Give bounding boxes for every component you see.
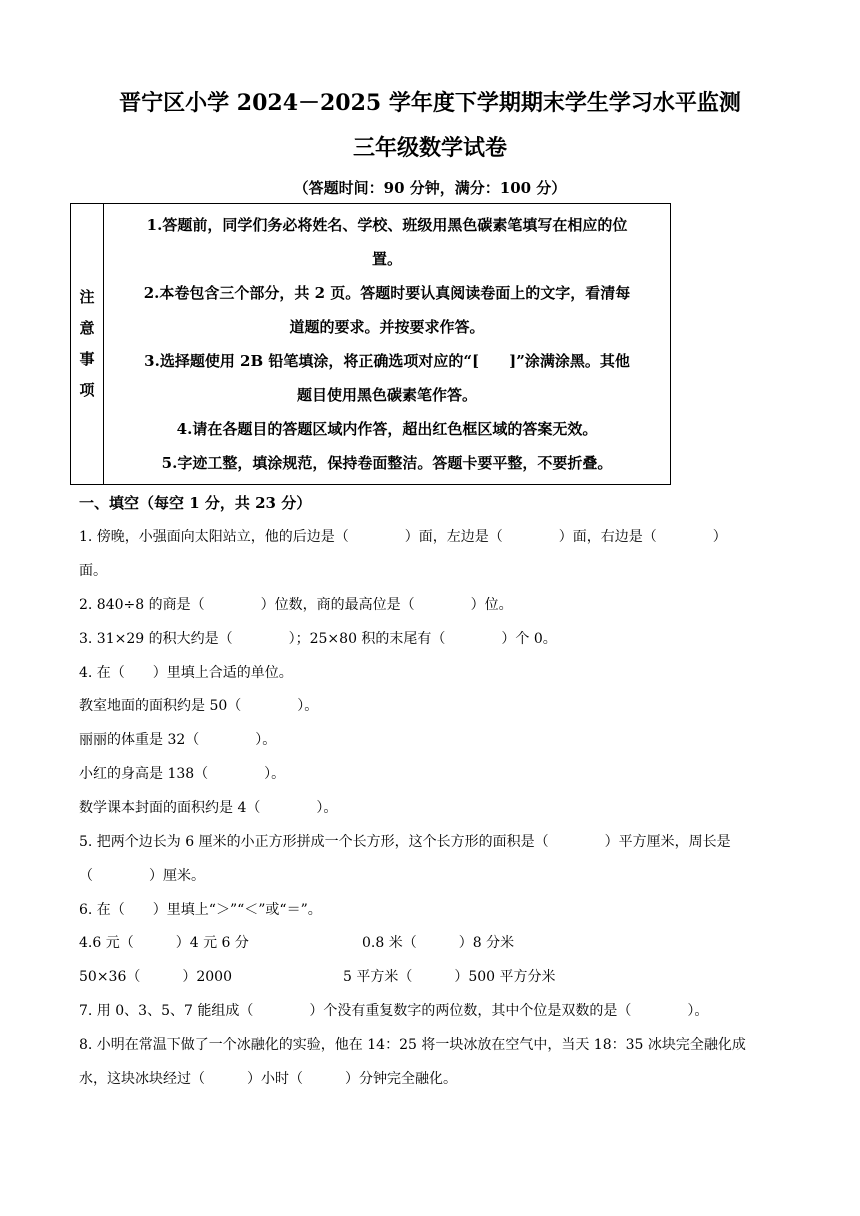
- notice-line: 4.请在各题目的答题区域内作答，超出红色框区域的答案无效。: [176, 420, 598, 438]
- notice-side-char: 事: [79, 350, 95, 368]
- question-line: 教室地面的面积约是 50（ ）。: [79, 698, 319, 714]
- notice-line: 道题的要求。并按要求作答。: [289, 318, 485, 336]
- question-line: 0.8 米（ ）8 分米: [362, 935, 515, 951]
- notice-line: 3.选择题使用 2B 铅笔填涂，将正确选项对应的“[ ]”涂满涂黑。其他: [144, 352, 630, 370]
- question-line: 7. 用 0、3、5、7 能组成（ ）个没有重复数字的两位数，其中个位是双数的是（ ）。: [79, 1003, 709, 1019]
- question-line: 6. 在（ ）里填上“＞”“＜”或“＝”。: [79, 902, 322, 918]
- question-line: 数学课本封面的面积约是 4（ ）。: [79, 800, 338, 816]
- notice-side-char: 项: [79, 381, 95, 399]
- question-line: 水，这块冰块经过（ ）小时（ ）分钟完全融化。: [79, 1071, 457, 1087]
- notice-side-char: 意: [79, 319, 95, 337]
- question-line: 8. 小明在常温下做了一个冰融化的实验，他在 14：25 将一块冰放在空气中，当天 18：35 冰块完全融化成: [79, 1037, 746, 1053]
- question-line: 4.6 元（ ）4 元 6 分: [79, 935, 249, 951]
- notice-line: 2.本卷包含三个部分，共 2 页。答题时要认真阅读卷面上的文字，看清每: [143, 284, 631, 302]
- notice-box: [70, 203, 671, 485]
- notice-line: 置。: [371, 250, 402, 268]
- notice-content: [104, 204, 671, 485]
- question-line: 丽丽的体重是 32（ ）。: [79, 732, 277, 748]
- exam-time-info: （答题时间：90 分钟，满分：100 分）: [293, 179, 567, 197]
- question-line: 1. 傍晚，小强面向太阳站立，他的后边是（ ）面，左边是（ ）面，右边是（ ）: [79, 529, 727, 545]
- question-line: 4. 在（ ）里填上合适的单位。: [79, 665, 293, 681]
- notice-line: 5.字迹工整，填涂规范，保持卷面整洁。答题卡要平整，不要折叠。: [161, 454, 613, 472]
- section-heading: 一、填空（每空 1 分，共 23 分）: [79, 494, 312, 512]
- question-line: 5 平方米（ ）500 平方分米: [343, 969, 556, 985]
- exam-title: 晋宁区小学 2024－2025 学年度下学期期末学生学习水平监测: [119, 90, 741, 116]
- question-line: 小红的身高是 138（ ）。: [79, 766, 286, 782]
- question-line: 5. 把两个边长为 6 厘米的小正方形拼成一个长方形，这个长方形的面积是（ ）平方厘米，周长是: [79, 834, 731, 850]
- question-line: 面。: [79, 563, 107, 579]
- exam-subtitle: 三年级数学试卷: [352, 135, 507, 161]
- question-line: 2. 840÷8 的商是（ ）位数，商的最高位是（ ）位。: [79, 597, 513, 613]
- notice-side-char: 注: [79, 288, 95, 306]
- notice-line: 题目使用黑色碳素笔作答。: [296, 386, 477, 404]
- question-line: 3. 31×29 的积大约是（ ）；25×80 积的末尾有（ ）个 0。: [79, 631, 557, 647]
- notice-line: 1.答题前，同学们务必将姓名、学校、班级用黑色碳素笔填写在相应的位: [146, 216, 628, 234]
- question-line: 50×36（ ）2000: [79, 969, 232, 985]
- notice-side-label: [71, 204, 104, 485]
- question-line: （ ）厘米。: [79, 868, 205, 884]
